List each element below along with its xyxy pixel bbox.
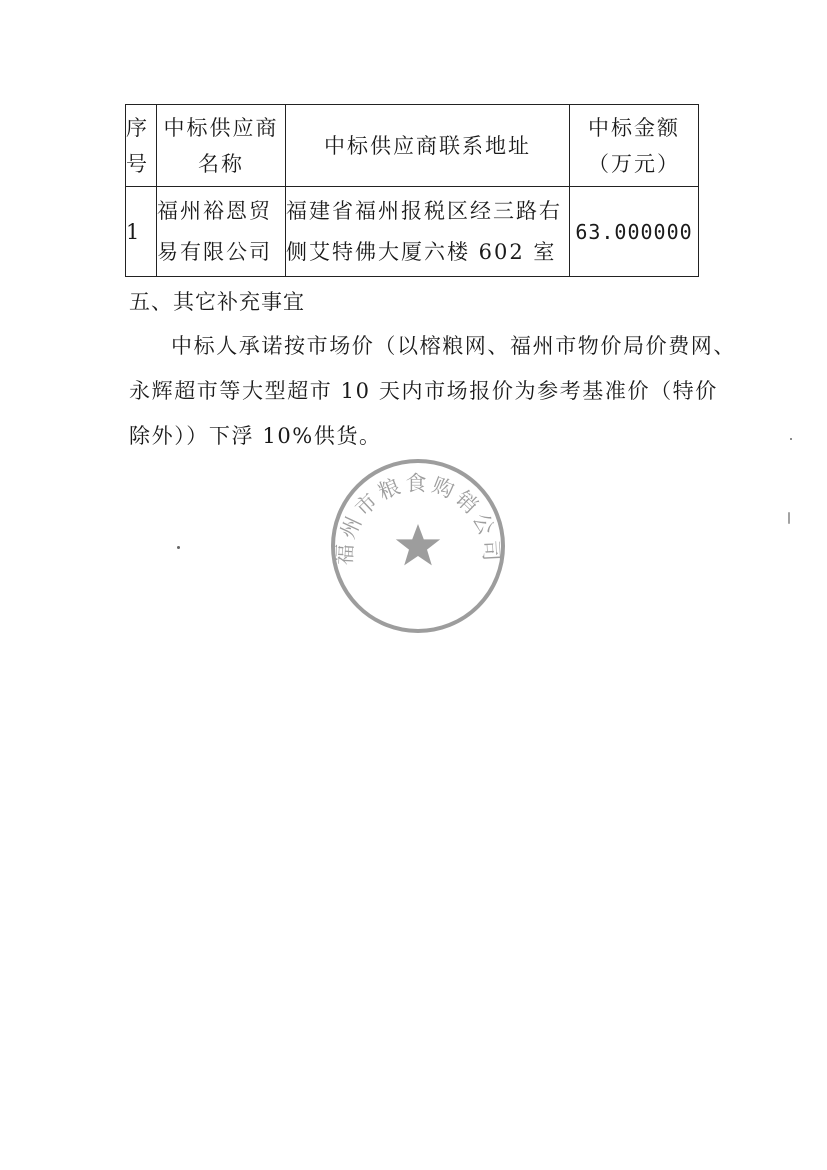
row-seq: 1	[126, 187, 157, 277]
seal-text: 福州市粮食购销公司	[332, 471, 504, 566]
header-seq: 序 号	[126, 105, 157, 187]
header-supplier-address: 中标供应商联系地址	[286, 105, 570, 187]
seal-star-icon	[396, 524, 440, 565]
table-header-row	[126, 105, 699, 187]
scan-speck	[177, 546, 180, 549]
scan-speck	[790, 438, 792, 440]
official-seal-stamp	[328, 456, 508, 636]
row-amount: 63.000000	[570, 187, 699, 277]
header-supplier-name: 中标供应商 名称	[157, 105, 286, 187]
header-amount: 中标金额 （万元）	[570, 105, 699, 187]
award-table	[125, 104, 699, 277]
table-row	[126, 187, 699, 277]
supplement-paragraph	[129, 324, 736, 459]
row-supplier-name: 福州裕恩贸 易有限公司	[157, 187, 286, 277]
row-supplier-address: 福建省福州报税区经三路右 侧艾特佛大厦六楼 602 室	[286, 187, 570, 277]
paragraph-line: 除外））下浮 10%供货。	[129, 424, 382, 448]
scan-speck	[788, 512, 790, 524]
paragraph-line: 永辉超市等大型超市 10 天内市场报价为参考基准价（特价	[129, 379, 718, 403]
paragraph-line: 中标人承诺按市场价（以榕粮网、福州市物价局价费网、	[171, 334, 736, 358]
section-title: 五、其它补充事宜	[129, 290, 305, 314]
